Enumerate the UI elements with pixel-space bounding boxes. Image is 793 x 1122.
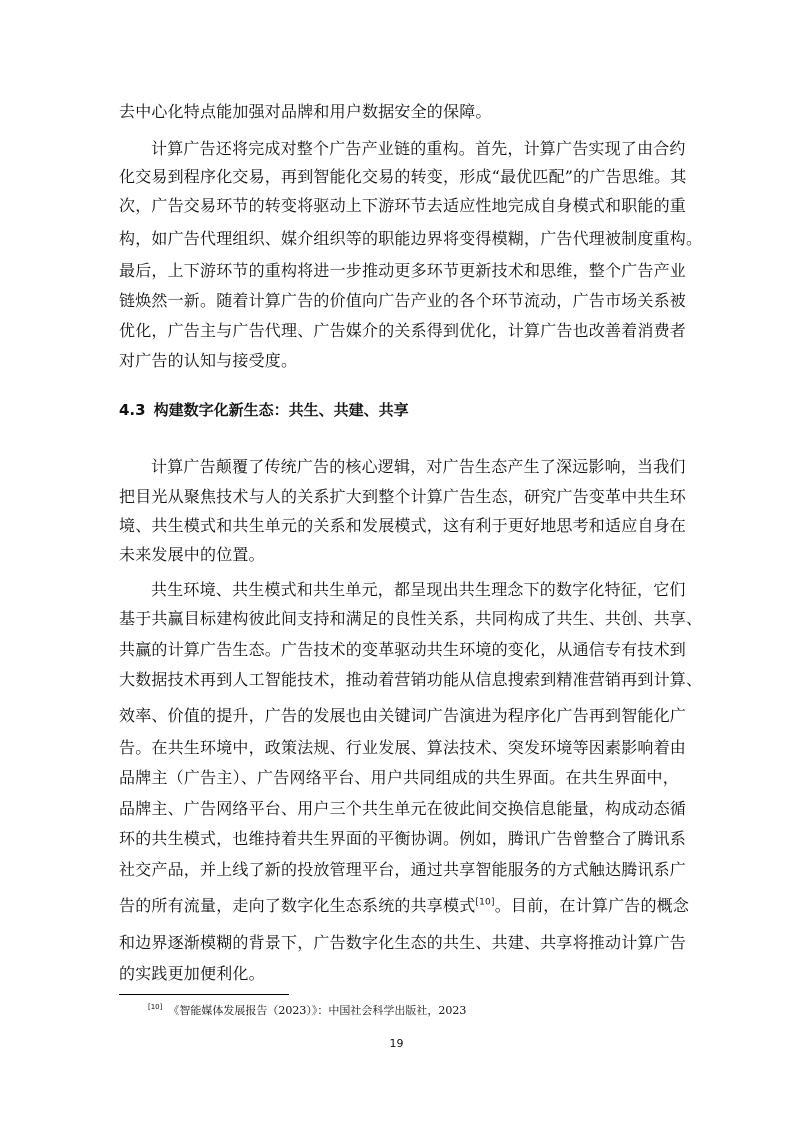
- body-line: 和边界逐渐模糊的背景下，广告数字化生态的共生、共建、共享将推动计算广告: [119, 933, 687, 952]
- body-line: 化交易到程序化交易，再到智能化交易的转变，形成“最优匹配”的广告思维。其: [119, 167, 687, 186]
- body-line: 最后，上下游环节的重构将进一步推动更多环节更新技术和思维，整个广告产业: [119, 261, 687, 280]
- body-line-with-citation: [119, 896, 690, 916]
- body-line: 优化，广告主与广告代理、广告媒介的关系得到优化，计算广告也改善着消费者: [119, 321, 687, 340]
- body-line: 对广告的认知与接受度。: [119, 351, 298, 370]
- body-line: 构，如广告代理组织、媒介组织等的职能边界将变得模糊，广告代理被制度重构。: [119, 229, 703, 248]
- citation-ref[interactable]: [10]: [475, 897, 495, 908]
- section-number: 4.3: [119, 401, 146, 419]
- body-line: 共生环境、共生模式和共生单元，都呈现出共生理念下的数字化特征，它们: [151, 580, 686, 599]
- body-line: 境、共生模式和共生单元的关系和发展模式，这有利于更好地思考和适应自身在: [119, 516, 687, 535]
- body-line: 去中心化特点能加强对品牌和用户数据安全的保障。: [119, 102, 492, 121]
- body-line: 品牌主、广告网络平台、用户三个共生单元在彼此间交换信息能量，构成动态循: [119, 799, 687, 818]
- body-line: 计算广告颠覆了传统广告的核心逻辑，对广告生态产生了深远影响，当我们: [151, 457, 686, 476]
- footnote-divider: [119, 994, 289, 995]
- body-line: 基于共赢目标建构彼此间支持和满足的良性关系，共同构成了共生、共创、共享、: [119, 609, 703, 628]
- body-line: 把目光从聚焦技术与人的关系扩大到整个计算广告生态，研究广告变革中共生环: [119, 487, 687, 506]
- body-line: 社交产品，并上线了新的投放管理平台，通过共享智能服务的方式触达腾讯系广: [119, 860, 687, 879]
- footnote-marker: [10]: [148, 1003, 163, 1012]
- body-line: 品牌主（广告主）、广告网络平台、用户共同组成的共生界面。在共生界面中，: [119, 768, 679, 787]
- body-line: 链焕然一新。随着计算广告的价值向广告产业的各个环节流动，广告市场关系被: [119, 291, 687, 310]
- body-line: 的实践更加便利化。: [119, 964, 265, 983]
- body-line: 计算广告还将完成对整个广告产业链的重构。首先，计算广告实现了由合约: [151, 139, 686, 158]
- page-number: 19: [389, 1037, 404, 1050]
- body-line: 环的共生模式，也维持着共生界面的平衡协调。例如，腾讯广告曾整合了腾讯系: [119, 829, 687, 848]
- body-line: 效率、价值的提升，广告的发展也由关键词广告演进为程序化广告再到智能化广: [119, 706, 687, 725]
- footnote-text: 《智能媒体发展报告（2023）》：中国社会科学出版社，2023: [168, 1004, 467, 1017]
- section-heading: [119, 400, 409, 420]
- body-line: 次，广告交易环节的转变将驱动上下游环节去适应性地完成自身模式和职能的重: [119, 196, 687, 215]
- footnote: [148, 1004, 466, 1018]
- body-line: 共赢的计算广告生态。广告技术的变革驱动共生环境的变化，从通信专有技术到: [119, 640, 687, 659]
- section-title: 构建数字化新生态：共生、共建、共享: [153, 401, 409, 419]
- body-line: 大数据技术再到人工智能技术，推动着营销功能从信息搜索到精准营销再到计算、: [119, 670, 703, 689]
- citation-line-before: 告的所有流量，走向了数字化生态系统的共享模式: [119, 896, 476, 915]
- body-line: 告。在共生环境中，政策法规、行业发展、算法技术、突发环境等因素影响着由: [119, 738, 687, 757]
- body-line: 未来发展中的位置。: [119, 545, 265, 564]
- citation-line-after: 。目前，在计算广告的概念: [494, 896, 690, 915]
